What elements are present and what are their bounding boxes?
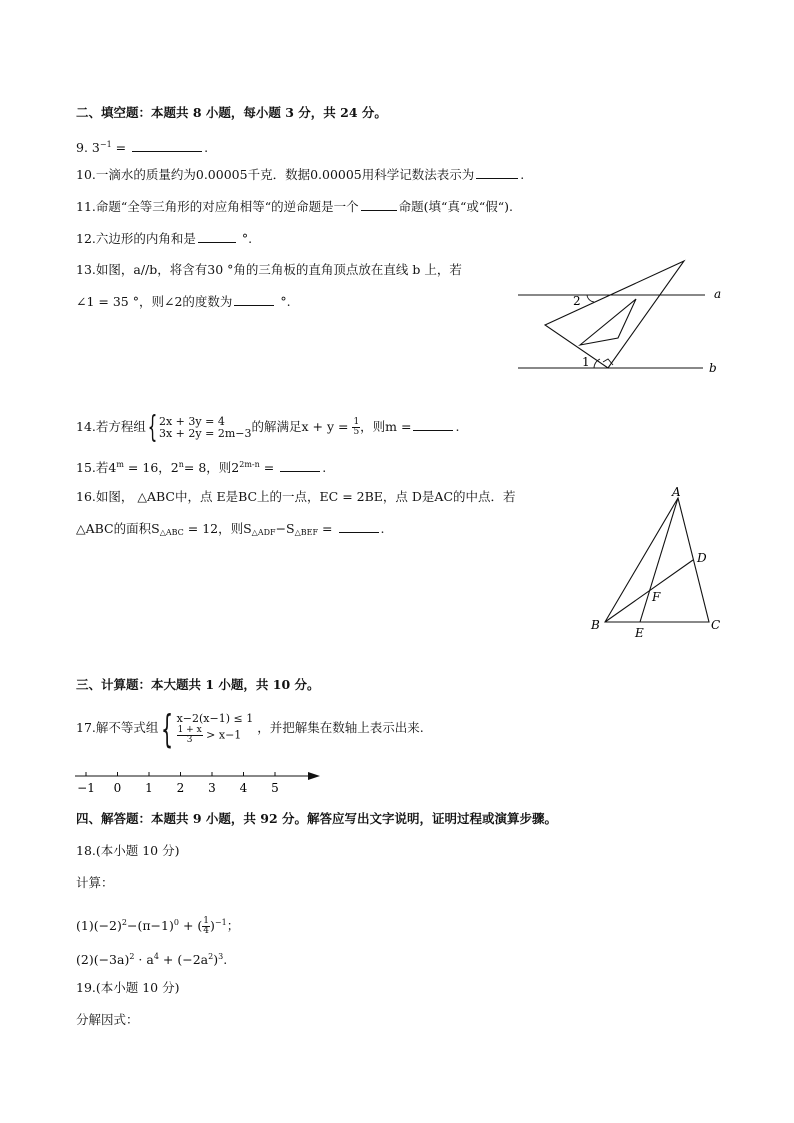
q16-end: . [380,521,385,536]
q13-post: °. [280,294,291,309]
q15-end: . [322,460,327,475]
q14-fraction [352,418,360,437]
q18-p1g: ) [210,918,215,933]
q9-exp: −1 [99,140,112,149]
brace-icon: { [147,409,158,445]
q16-pre: △ABC的面积S [76,521,160,536]
question-16-line-1: 16.如图， △ABC中，点 E是BC上的一点，EC = 2BE，点 D是AC的中点．若 [76,489,516,504]
frac-num: 1 + x [177,725,202,735]
question-13-line-1: 13.如图，a//b，将含有30 °角的三角板的直角顶点放在直线 b 上，若 [76,262,462,277]
question-9 [76,136,208,157]
q12-post: °. [241,231,253,246]
answer-blank[interactable] [132,139,202,152]
section-heading-compute: 三、计算题：本大题共 1 小题，共 10 分。 [76,677,320,692]
label-2: 2 [573,294,581,308]
question-10 [76,166,524,184]
question-18-part-1 [76,910,239,939]
frac-den: 3 [186,735,193,745]
section-heading-fill-blank: 二、填空题：本题共 8 小题，每小题 3 分，共 24 分。 [76,105,387,120]
q13-pre: ∠1 = 35 °，则∠2的度数为 [76,294,233,309]
axis-tick-label: 1 [145,781,153,795]
label-F: F [652,590,661,604]
q9-base: 3 [91,140,100,155]
question-19-title: 19.(本小题 10 分) [76,980,180,995]
q14-system [146,409,252,445]
q10-end: . [520,167,525,182]
q14-pre: 14.若方程组 [76,419,146,434]
q16-sub-adf: △ADF [251,528,276,537]
q18-fraction [202,917,210,936]
q14-eq2: 3x + 2y = 2m−3 [158,426,252,440]
q16-sub-abc: △ABC [159,528,184,537]
q18-p2e: + (−2a [162,952,209,967]
q18-p1d: 0 [173,918,179,927]
answer-blank[interactable] [198,230,236,243]
q17-pre: 17.解不等式组 [76,720,159,735]
q15-exp-m: m [116,460,124,469]
q17-post: ，并把解集在数轴上表示出来. [257,720,424,735]
q15-mid3: = [263,460,275,475]
q16-mid3: = [322,521,333,536]
q18-p2b: 2 [129,952,135,961]
q9-end: . [204,140,209,155]
q18-p2i: . [223,952,228,967]
triangle-ruler-outer [545,261,684,368]
q16-mid1: = 12，则S [187,521,252,536]
axis-tick-label: 5 [271,781,279,795]
q18-p2a: (2)(−3a) [76,952,130,967]
q15-exp-n: n [178,460,184,469]
q18-p1i: ； [226,918,240,933]
label-a: a [714,287,722,301]
label-b: b [709,361,717,375]
label-C: C [711,618,721,632]
q10-text: 10.一滴水的质量约为0.00005千克．数据0.00005用科学记数法表示为 [76,167,475,182]
q9-equals: = [115,140,127,155]
label-1: 1 [582,355,590,369]
label-A: A [672,485,681,499]
q17-system [158,706,254,751]
axis-tick-label: 4 [239,781,248,795]
answer-blank[interactable] [234,293,274,306]
frac-num: 1 [353,417,360,427]
question-15 [76,456,326,477]
answer-blank[interactable] [476,166,518,179]
answer-blank[interactable] [280,459,320,472]
number-line [70,766,330,796]
axis-tick-label: 0 [113,781,122,795]
question-18-title: 18.(本小题 10 分) [76,843,180,858]
arrow-right-icon [308,772,320,780]
section-heading-solve: 四、解答题：本题共 9 小题，共 92 分。解答应写出文字说明，证明过程或演算步骤。 [76,811,558,826]
question-16-line-2 [76,520,384,542]
question-14 [76,409,460,445]
q16-mid2: −S [275,521,295,536]
q12-pre: 12.六边形的内角和是 [76,231,196,246]
q11-post: 命题(填“真“或“假“). [398,199,513,214]
q14-post: ，则m = [360,419,412,434]
q17-eq2 [177,726,254,745]
q11-pre: 11.命题“全等三角形的对应角相等“的逆命题是一个 [76,199,359,214]
label-D: D [697,551,707,565]
question-18-instruction: 计算： [76,875,114,890]
axis-tick-label: 3 [208,781,216,795]
angle-2-arc [587,295,594,302]
angle-1-arc [594,359,600,368]
q15-pre: 15.若4 [76,460,117,475]
frac-num: 1 [203,916,209,926]
axis-tick-label: −1 [77,781,95,795]
q18-p1b: 2 [121,918,127,927]
q18-p2c: · a [138,952,154,967]
answer-blank[interactable] [339,520,379,533]
axis-tick-label: 2 [176,781,185,795]
question-11 [76,198,513,216]
frac-den: 5 [353,427,360,437]
question-12 [76,230,252,248]
triangle-ruler-inner [580,299,636,345]
answer-blank[interactable] [361,198,397,211]
q14-mid: 的解满足x + y = [251,419,349,434]
q18-p1a: (1)(−2) [76,918,122,933]
q9-num: 9. [76,140,88,155]
q15-mid1: = 16，2 [127,460,179,475]
answer-blank[interactable] [413,418,453,431]
q17-eq1: x−2(x−1) ≤ 1 [176,712,254,725]
label-B: B [591,618,600,632]
q16-sub-bef: △BEF [294,528,319,537]
question-13-line-2 [76,293,291,311]
q18-p1e: + ( [182,918,203,933]
q16-figure [585,482,730,642]
q18-p1c: −(π−1) [126,918,174,933]
question-17 [76,706,424,751]
q13-figure [510,255,730,380]
q14-eq1: 2x + 3y = 4 [158,414,225,428]
q18-p2g: ) [213,952,219,967]
q17-fraction [177,726,203,745]
q15-mid2: = 8，则2 [183,460,240,475]
right-angle-mark [603,359,613,365]
q18-p2d: 4 [153,952,159,961]
q14-end: . [455,419,460,434]
q18-p2f: 2 [208,952,214,961]
brace-icon: { [161,706,174,751]
q18-p2h: 3 [218,952,224,961]
q18-p1h: −1 [214,918,227,927]
question-19-instruction: 分解因式： [76,1012,139,1027]
label-E: E [635,626,644,640]
frac-den: 4 [203,926,209,936]
q17-eq2-rest: > x−1 [206,728,242,742]
q15-exp-2m-n: 2m-n [239,460,260,469]
question-18-part-2 [76,948,227,969]
